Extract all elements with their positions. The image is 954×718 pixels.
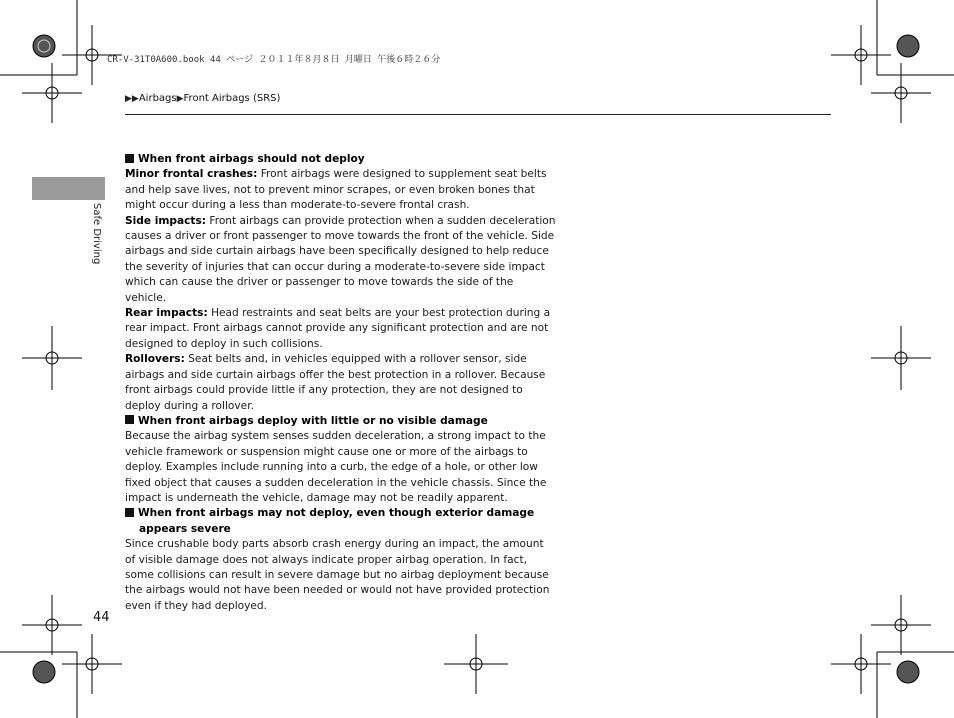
page-number: 44	[93, 610, 110, 625]
paragraph-severe-damage: Since crushable body parts absorb crash energy during an impact, the amount of visible damage does not always indicate proper airbag operation. In fact, some collisions can result in severe damage but no airbag deployment because the airbags would not have been needed or would not have provided protection even if they had deployed.	[125, 538, 550, 612]
paragraph-rollovers: Rollovers: Seat belts and, in vehicles equipped with a rollover sensor, side airbags and side curtain airbags offer the best protection in a rollover. Because front airbags could provide little if any protection, they are not designed to deploy during a rollover.	[125, 353, 546, 412]
book-file-info: CR-V-31T0A600.book 44 ページ ２０１１年８月８日 月曜日 午後６時２６分	[107, 55, 441, 65]
breadcrumb-arrow-icon: ▶▶	[125, 94, 139, 104]
paragraph-minor-frontal: Minor frontal crashes: Front airbags were designed to supplement seat belts and help save lives, not to prevent minor scrapes, or even broken bones that might occur during a less than moderate-to-severe frontal crash.	[125, 168, 547, 212]
paragraph-side-impacts: Side impacts: Front airbags can provide protection when a sudden deceleration causes a driver or front passenger to move towards the front of the vehicle. Side airbags and side curtain airbags have been specifically designed to help reduce the severity of injuries that can occur during a moderate-to-severe side impact which can cause the driver or passenger to move towards the side of the vehicle.	[125, 214, 556, 304]
breadcrumb-item-airbags[interactable]: Airbags	[138, 93, 177, 104]
breadcrumb	[125, 93, 280, 104]
header-divider	[125, 114, 831, 115]
section-heading: When front airbags may not deploy, even though exterior damage appears severe	[125, 506, 557, 537]
chapter-tab	[32, 177, 105, 200]
section-heading: When front airbags deploy with little or no visible damage	[125, 414, 557, 429]
breadcrumb-item-front-airbags[interactable]: Front Airbags (SRS)	[183, 93, 281, 104]
chapter-label: Safe Driving	[91, 203, 102, 265]
breadcrumb-separator-icon: ▶	[176, 94, 184, 104]
square-bullet-icon	[125, 154, 134, 163]
square-bullet-icon	[125, 508, 134, 517]
section-heading: When front airbags should not deploy	[125, 152, 557, 167]
paragraph-rear-impacts: Rear impacts: Head restraints and seat belts are your best protection during a rear impact. Front airbags cannot provide any significant protection and are not designed to deploy in such collisions.	[125, 307, 551, 350]
paragraph-little-damage: Because the airbag system senses sudden deceleration, a strong impact to the vehicle framework or suspension might cause one or more of the airbags to deploy. Examples include running into a curb, the edge of a hole, or other low fixed object that causes a sudden deceleration in the vehicle chassis. Since the impact is underneath the vehicle, damage may not be readily apparent.	[125, 430, 547, 504]
page-content	[125, 152, 557, 614]
square-bullet-icon	[125, 415, 134, 424]
